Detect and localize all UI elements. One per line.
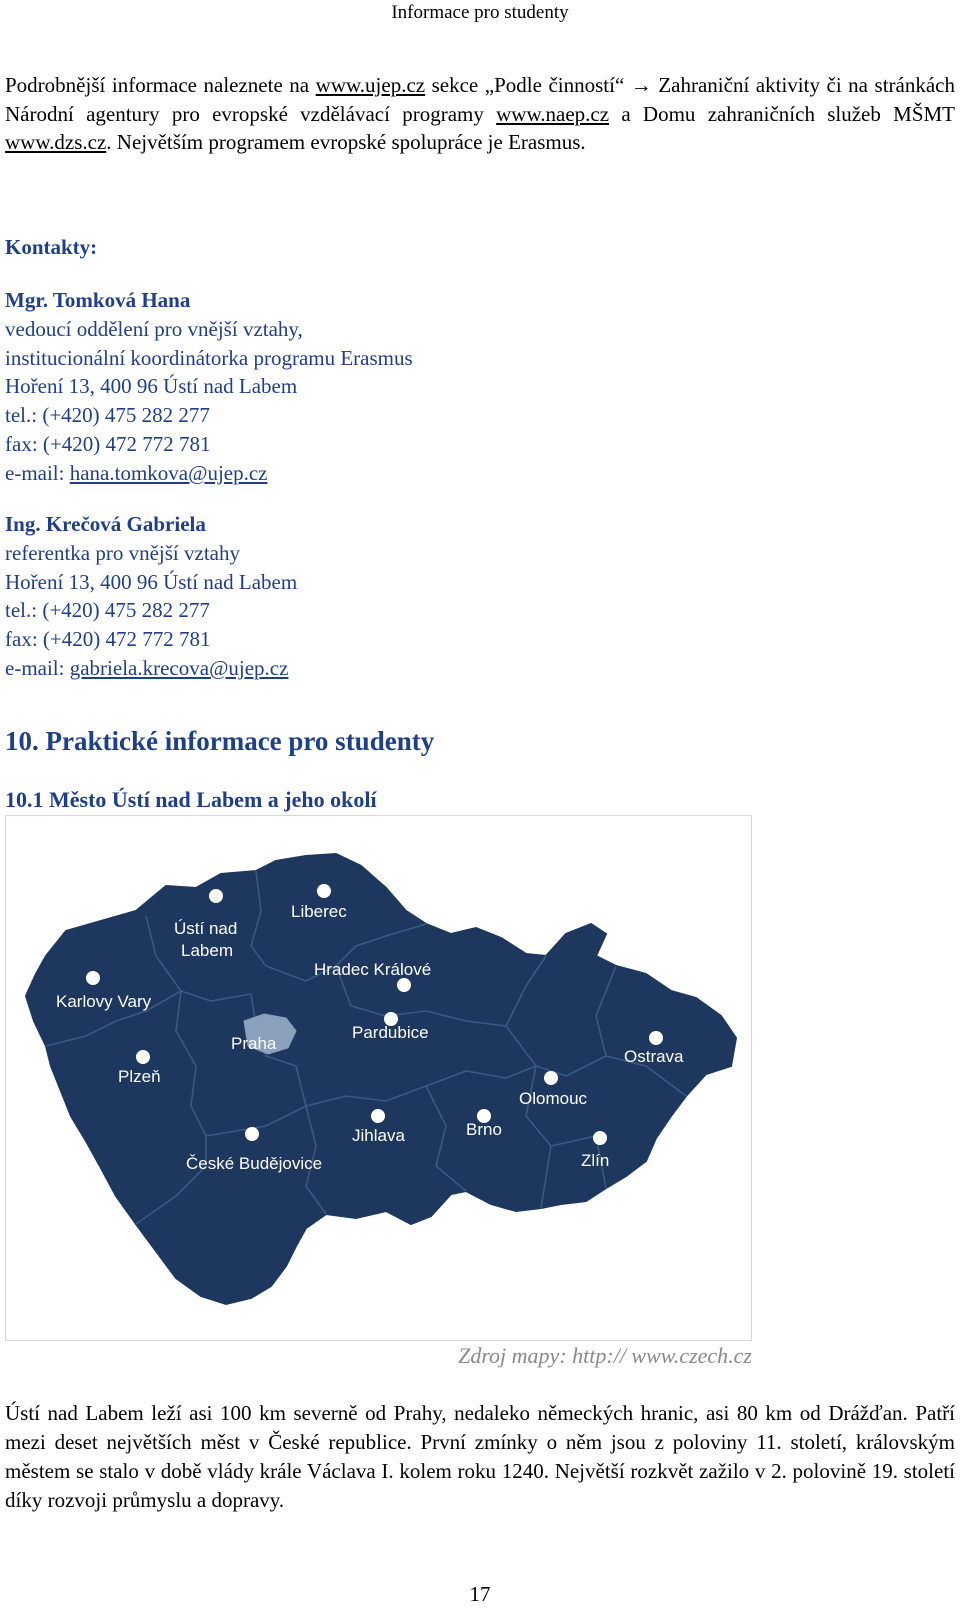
page-number: 17 [469, 1582, 491, 1606]
contact-email-row [5, 654, 297, 683]
czech-map [6, 816, 751, 1340]
intro-text-3: a Domu zahraničních služeb MŠMT [609, 101, 956, 126]
contact-tel: tel.: (+420) 475 282 277 [5, 403, 210, 428]
email-link[interactable]: hana.tomkova@ujep.cz [69, 460, 268, 485]
city-label-praha: Praha [231, 1034, 277, 1053]
email-label: e-mail: [5, 655, 70, 680]
ujep-link[interactable]: www.ujep.cz [315, 73, 426, 97]
contact-fax: fax: (+420) 472 772 781 [5, 431, 211, 456]
intro-text-1: Podrobnější informace naleznete na [5, 73, 316, 97]
email-link[interactable]: gabriela.krecova@ujep.cz [69, 655, 289, 680]
city-dot-olomouc [544, 1071, 558, 1085]
city-label-olomouc: Olomouc [519, 1089, 588, 1108]
city-label-pardubice: Pardubice [352, 1023, 429, 1042]
naep-link[interactable]: www.naep.cz [496, 101, 610, 126]
city-label-brno: Brno [466, 1120, 502, 1139]
city-label-karlovy: Karlovy Vary [56, 992, 152, 1011]
intro-text-4: . Největším programem evropské spolupráce je Erasmus. [106, 130, 586, 155]
city-label-liberec: Liberec [291, 902, 347, 921]
city-label-jihlava: Jihlava [352, 1126, 405, 1145]
contacts-heading: Kontakty: [5, 235, 98, 259]
contact-name: Ing. Krečová Gabriela [5, 512, 206, 536]
city-dot-ostrava [649, 1031, 663, 1045]
city-dot-usti [209, 889, 223, 903]
contact-address: Hoření 13, 400 96 Ústí nad Labem [5, 569, 298, 594]
city-label-usti-2: Labem [181, 941, 233, 960]
dzs-link[interactable]: www.dzs.cz [5, 130, 107, 155]
city-dot-plzen [136, 1050, 150, 1064]
city-dot-zlin [593, 1131, 607, 1145]
city-dot-karlovy [86, 971, 100, 985]
city-label-hradec: Hradec Králové [314, 960, 432, 979]
contact-role-2: institucionální koordinátorka programu Erasmus [5, 345, 413, 370]
city-dot-jihlava [371, 1109, 385, 1123]
city-dot-hradec [397, 978, 411, 992]
city-label-budejovice: České Budějovice [186, 1154, 323, 1173]
section-title: 10. Praktické informace pro studenty [5, 726, 435, 756]
intro-text-2: sekce „Podle činností“ → Zahraniční aktivity či na stránkách Národní agentury pro evropské vzdělávací programy [5, 73, 955, 126]
city-label-ostrava: Ostrava [624, 1047, 684, 1066]
contact-krecova [5, 510, 297, 683]
contact-fax: fax: (+420) 472 772 781 [5, 627, 211, 652]
email-label: e-mail: [5, 460, 70, 485]
city-dot-budejovice [245, 1127, 259, 1141]
contact-tomkova [5, 286, 413, 488]
city-dot-liberec [317, 884, 331, 898]
contact-email-row [5, 459, 413, 488]
closing-paragraph: Ústí nad Labem leží asi 100 km severně od Prahy, nedaleko německých hranic, asi 80 km od Drážďan. Patří mezi deset největších měst v České republice. První zmínky o něm jsou z poloviny 11. století, královským městem se stalo v době vlády krále Václava I. kolem roku 1240. Největší rozkvět zažilo v 2. polovině 19. století díky rozvoji průmyslu a dopravy. [5, 1401, 955, 1512]
contact-role: referentka pro vnější vztahy [5, 540, 240, 565]
contact-address: Hoření 13, 400 96 Ústí nad Labem [5, 374, 298, 399]
city-label-zlin: Zlín [581, 1151, 610, 1170]
city-label-plzen: Plzeň [118, 1067, 161, 1086]
city-label-usti-1: Ústí nad [174, 919, 238, 938]
contact-name: Mgr. Tomková Hana [5, 288, 191, 312]
subsection-title: 10.1 Město Ústí nad Labem a jeho okolí [5, 787, 377, 812]
intro-paragraph [5, 71, 955, 157]
map-caption: Zdroj mapy: http:// www.czech.cz [458, 1343, 752, 1368]
contact-role: vedoucí oddělení pro vnější vztahy, [5, 316, 303, 341]
contact-tel: tel.: (+420) 475 282 277 [5, 598, 210, 623]
page-header: Informace pro studenty [391, 2, 569, 23]
map-frame [5, 815, 752, 1341]
